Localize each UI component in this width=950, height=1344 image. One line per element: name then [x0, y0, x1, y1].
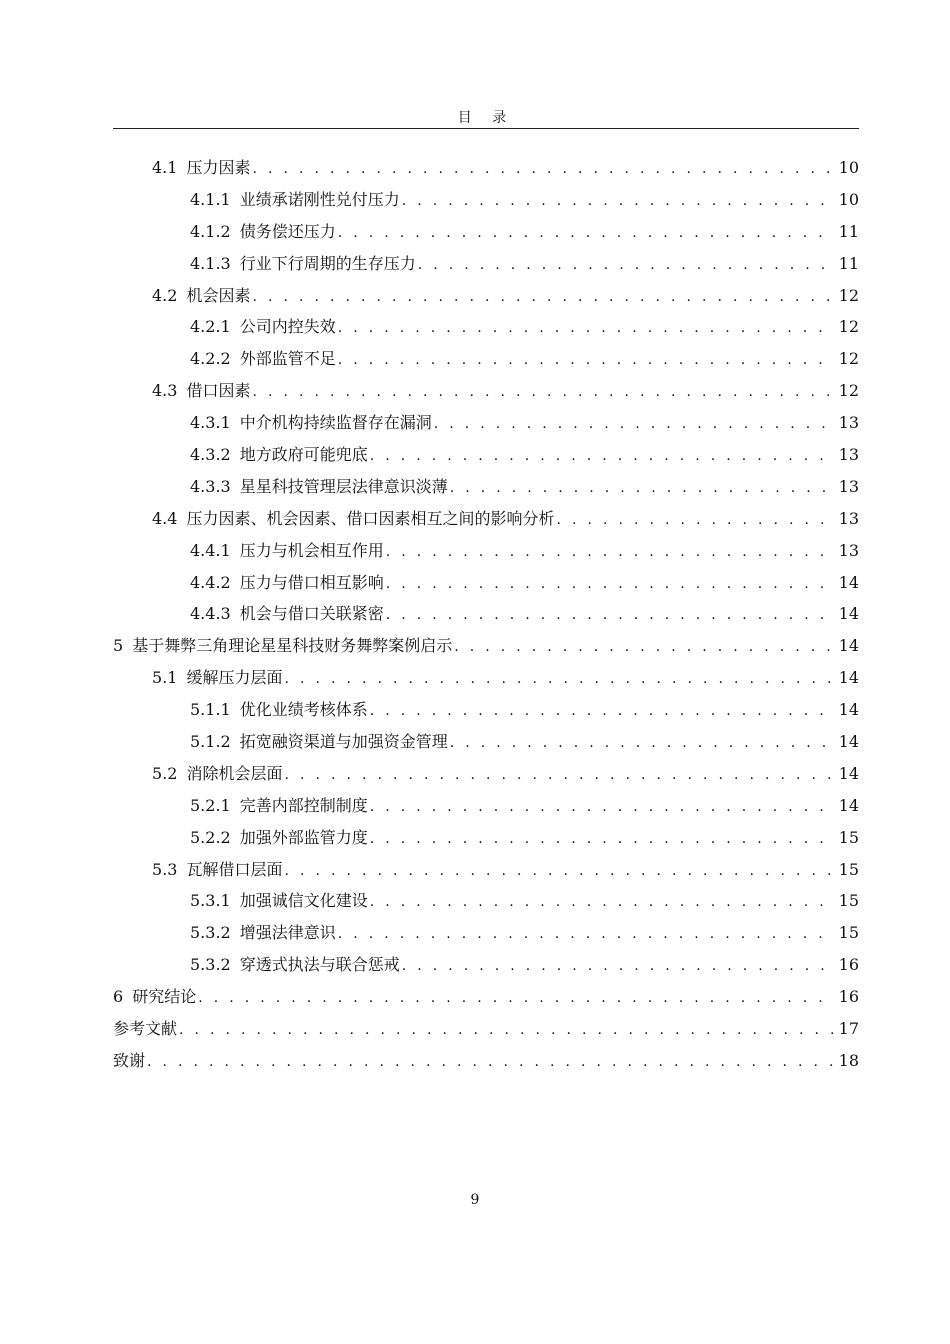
toc-entry-title: 压力与机会相互作用	[239, 540, 384, 560]
toc-entry-number: 5.2.1	[190, 795, 231, 815]
toc-entry-page: 10	[838, 189, 859, 209]
toc-dot-leader	[179, 1015, 835, 1047]
toc-dot-leader	[284, 760, 834, 792]
toc-entry-number: 4.1	[152, 158, 178, 177]
toc-entry[interactable]	[113, 248, 859, 280]
toc-entry-title: 参考文献	[113, 1019, 178, 1039]
toc-entry[interactable]	[113, 375, 859, 407]
toc-dot-leader	[454, 632, 834, 664]
toc-dot-leader	[402, 951, 835, 983]
toc-entry-number: 4.1.3	[190, 253, 231, 273]
toc-entry-page: 13	[838, 476, 859, 496]
toc-entry-number: 4.3.2	[190, 445, 231, 465]
toc-dot-leader	[370, 824, 835, 856]
toc-entry-title: 优化业绩考核体系	[239, 700, 368, 720]
toc-entry-title: 消除机会层面	[186, 763, 283, 783]
toc-dot-leader	[252, 377, 834, 409]
header-rule	[113, 128, 859, 129]
toc-entry-page: 15	[838, 827, 859, 847]
toc-entry[interactable]	[113, 822, 859, 854]
toc-dot-leader	[338, 313, 835, 345]
toc-entry-page: 16	[838, 987, 859, 1007]
toc-entry[interactable]	[113, 949, 859, 981]
toc-entry-number: 4.1.1	[190, 189, 231, 209]
toc-dot-leader	[284, 664, 834, 696]
toc-entry-number: 5.3.2	[190, 923, 231, 943]
toc-dot-leader	[338, 919, 835, 951]
toc-entry-number: 4.1.2	[190, 221, 231, 241]
toc-entry-title: 星星科技管理层法律意识淡薄	[239, 476, 448, 496]
toc-entry-title: 加强诚信文化建设	[239, 891, 368, 911]
toc-entry-number: 5.1.2	[190, 732, 231, 752]
toc-entry-page: 14	[838, 700, 859, 720]
toc-entry-title: 业绩承诺刚性兑付压力	[239, 189, 400, 209]
toc-dot-leader	[450, 473, 835, 505]
toc-entry-title: 压力因素	[186, 158, 251, 177]
toc-entry-number: 5.3.1	[190, 891, 231, 911]
toc-entry[interactable]	[113, 694, 859, 726]
toc-dot-leader	[252, 282, 834, 314]
toc-entry-number: 4.2.2	[190, 349, 231, 369]
toc-entry-number: 5.2.2	[190, 827, 231, 847]
toc-entry-number: 5.3	[152, 859, 178, 879]
toc-entry-title: 穿透式执法与联合惩戒	[239, 955, 400, 975]
toc-entry-title: 机会与借口关联紧密	[239, 604, 384, 624]
toc-entry-page: 13	[838, 508, 859, 528]
toc-dot-leader	[556, 505, 834, 537]
toc-dot-leader	[338, 345, 835, 377]
toc-entry-title: 研究结论	[132, 987, 197, 1007]
toc-entry[interactable]	[113, 598, 859, 630]
toc-dot-leader	[198, 983, 834, 1015]
toc-entry-page: 14	[838, 572, 859, 592]
toc-entry-page: 15	[838, 891, 859, 911]
toc-entry-title: 完善内部控制制度	[239, 795, 368, 815]
toc-entry-page: 13	[838, 540, 859, 560]
toc-entry-page: 14	[838, 795, 859, 815]
page-number: 9	[470, 1192, 480, 1208]
toc-dot-leader	[434, 409, 835, 441]
toc-entry-number: 4.4.2	[190, 572, 231, 592]
toc-entry-number: 4.2	[152, 285, 178, 305]
toc-entry-page: 12	[838, 349, 859, 369]
toc-entry[interactable]	[113, 981, 859, 1013]
toc-dot-leader	[147, 1047, 835, 1079]
toc-entry-title: 增强法律意识	[239, 923, 336, 943]
toc-entry-page: 13	[838, 445, 859, 465]
toc-entry-page: 13	[838, 413, 859, 433]
toc-entry[interactable]	[113, 790, 859, 822]
toc-dot-leader	[418, 250, 835, 282]
toc-entry-number: 4.2.1	[190, 317, 231, 337]
toc-entry-title: 外部监管不足	[239, 349, 336, 369]
toc-dot-leader	[252, 154, 834, 186]
toc-dot-leader	[450, 728, 835, 760]
toc-entry-page: 12	[838, 285, 859, 305]
toc-entry-page: 14	[838, 668, 859, 688]
toc-entry-page: 17	[838, 1019, 859, 1039]
toc-entry[interactable]	[113, 311, 859, 343]
toc-dot-leader	[402, 186, 835, 218]
toc-entry[interactable]	[113, 567, 859, 599]
toc-entry-number: 6	[113, 987, 124, 1007]
toc-entry-title: 拓宽融资渠道与加强资金管理	[239, 732, 448, 752]
toc-entry-number: 5.1.1	[190, 700, 231, 720]
toc-entry-number: 4.4.1	[190, 540, 231, 560]
toc-dot-leader	[370, 887, 835, 919]
toc-dot-leader	[370, 441, 835, 473]
toc-entry-page: 11	[838, 253, 859, 273]
toc-entry[interactable]	[113, 343, 859, 375]
table-of-contents	[113, 152, 859, 1077]
toc-dot-leader	[370, 792, 835, 824]
toc-entry-number: 5.2	[152, 763, 178, 783]
toc-entry-page: 16	[838, 955, 859, 975]
toc-entry-title: 瓦解借口层面	[186, 859, 283, 879]
toc-entry[interactable]	[113, 630, 859, 662]
toc-entry-number: 5	[113, 636, 124, 656]
toc-entry-title: 缓解压力层面	[186, 668, 283, 688]
toc-entry-page: 10	[838, 158, 859, 177]
toc-entry[interactable]	[113, 1045, 859, 1077]
toc-entry-number: 4.3.3	[190, 476, 231, 496]
toc-entry-title: 压力与借口相互影响	[239, 572, 384, 592]
toc-entry-title: 基于舞弊三角理论星星科技财务舞弊案例启示	[132, 636, 453, 656]
toc-entry-page: 15	[838, 923, 859, 943]
toc-entry-page: 14	[838, 732, 859, 752]
toc-entry-title: 加强外部监管力度	[239, 827, 368, 847]
toc-entry-number: 4.4	[152, 508, 178, 528]
running-header: 目 录	[457, 110, 515, 126]
toc-entry-title: 债务偿还压力	[239, 221, 336, 241]
toc-entry-number: 5.3.2	[190, 955, 231, 975]
toc-entry[interactable]	[113, 535, 859, 567]
toc-entry[interactable]	[113, 152, 859, 184]
toc-entry[interactable]	[113, 407, 859, 439]
toc-entry-page: 12	[838, 381, 859, 401]
toc-entry-number: 4.4.3	[190, 604, 231, 624]
toc-dot-leader	[338, 218, 835, 250]
toc-entry-page: 14	[838, 604, 859, 624]
toc-entry-page: 14	[838, 636, 859, 656]
toc-entry-title: 机会因素	[186, 285, 251, 305]
toc-entry-page: 11	[838, 221, 859, 241]
toc-entry[interactable]	[113, 758, 859, 790]
toc-entry-title: 中介机构持续监督存在漏洞	[239, 413, 432, 433]
toc-entry-page: 12	[838, 317, 859, 337]
toc-entry-page: 15	[838, 859, 859, 879]
toc-entry-title: 公司内控失效	[239, 317, 336, 337]
toc-entry[interactable]	[113, 503, 859, 535]
toc-entry-number: 5.1	[152, 668, 178, 688]
toc-entry-title: 借口因素	[186, 381, 251, 401]
toc-entry-number: 4.3	[152, 381, 178, 401]
toc-entry[interactable]	[113, 662, 859, 694]
toc-entry[interactable]	[113, 885, 859, 917]
toc-entry-title: 致谢	[113, 1050, 146, 1070]
toc-dot-leader	[386, 537, 835, 569]
toc-dot-leader	[284, 856, 834, 888]
toc-entry[interactable]	[113, 917, 859, 949]
toc-entry[interactable]	[113, 216, 859, 248]
toc-entry[interactable]	[113, 439, 859, 471]
toc-entry-title: 地方政府可能兜底	[239, 445, 368, 465]
toc-entry-title: 行业下行周期的生存压力	[239, 253, 416, 273]
toc-entry-page: 14	[838, 763, 859, 783]
toc-entry[interactable]	[113, 854, 859, 886]
toc-entry-title: 压力因素、机会因素、借口因素相互之间的影响分析	[186, 508, 555, 528]
toc-dot-leader	[370, 696, 835, 728]
toc-entry[interactable]	[113, 184, 859, 216]
toc-dot-leader	[386, 600, 835, 632]
toc-entry-page: 18	[838, 1050, 859, 1070]
toc-entry[interactable]	[113, 471, 859, 503]
toc-dot-leader	[386, 569, 835, 601]
toc-entry[interactable]	[113, 1013, 859, 1045]
toc-entry[interactable]	[113, 280, 859, 312]
toc-entry-number: 4.3.1	[190, 413, 231, 433]
toc-entry[interactable]	[113, 726, 859, 758]
